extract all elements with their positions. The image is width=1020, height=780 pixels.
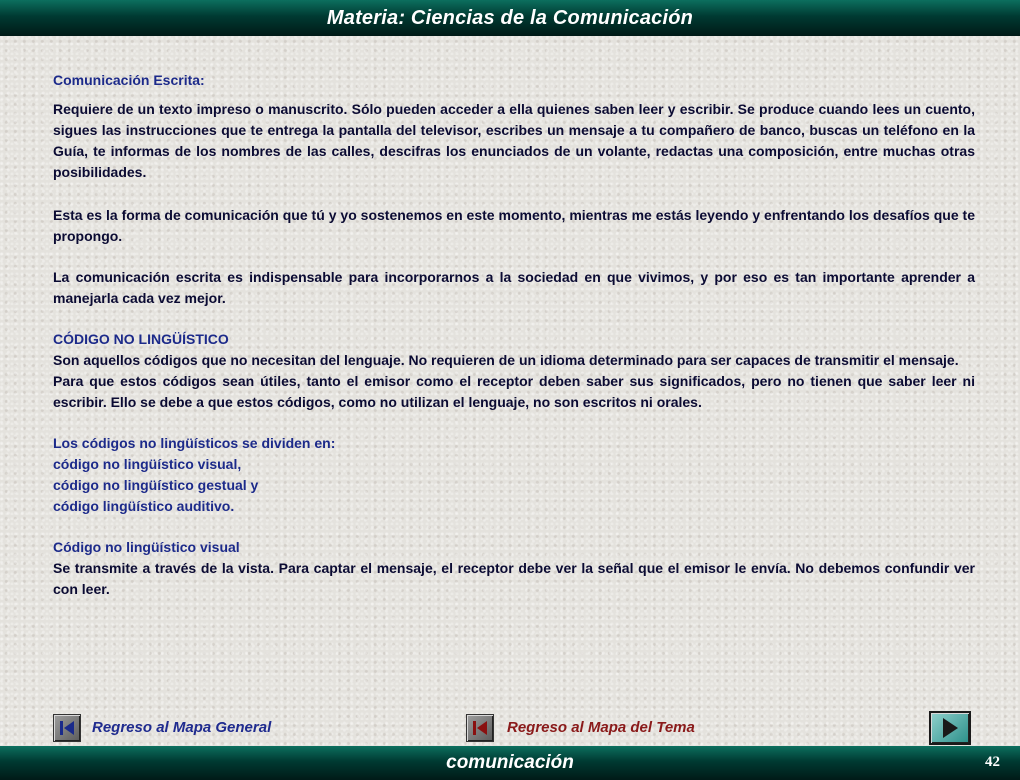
back-to-topic-map-link[interactable]: Regreso al Mapa del Tema [507, 719, 695, 736]
visual-heading: Código no lingüístico visual [53, 539, 240, 555]
division-item: código no lingüístico visual, [53, 456, 242, 472]
main-content [53, 70, 975, 600]
back-to-topic-map-button[interactable] [466, 714, 494, 742]
division-item: código lingüístico auditivo. [53, 498, 235, 514]
play-arrow-icon [934, 716, 964, 740]
page-title: Materia: Ciencias de la Comunicación [326, 7, 694, 29]
paragraph-3: La comunicación escrita es indispensable para incorporarnos a la sociedad en que vivimos, y por eso es tan importante aprender a manejarla cada vez mejor. [53, 269, 975, 306]
skip-back-icon [57, 718, 77, 738]
footer-bar [0, 746, 1020, 780]
codigo-paragraph-1: Son aquellos códigos que no necesitan del lenguaje. No requieren de un idioma determinado para ser capaces de transmitir el mensaje. [53, 352, 959, 368]
footer-label: comunicación [446, 752, 574, 773]
section-title: Comunicación Escrita: [53, 72, 205, 88]
visual-paragraph: Se transmite a través de la vista. Para captar el mensaje, el receptor debe ver la señal que el emisor le envía. No debemos confundir ver con leer. [53, 560, 975, 597]
back-to-general-map-link[interactable]: Regreso al Mapa General [92, 719, 272, 736]
paragraph-1: Requiere de un texto impreso o manuscrito. Sólo pueden acceder a ella quienes saben leer y escribir. Se produce cuando lees un cuento, sigues las instrucciones que te entrega la pantalla del televisor, escribes un mensaje a tu compañero de banco, buscas un teléfono en la Guía, te informas de los nombres de las calles, descifras los enunciados de un volante, redactas una composición, entre muchas otras posibilidades. [53, 101, 975, 180]
back-to-general-map-button[interactable] [53, 714, 81, 742]
header-bar [0, 0, 1020, 36]
division-intro: Los códigos no lingüísticos se dividen en: [53, 435, 336, 451]
paragraph-2: Esta es la forma de comunicación que tú y yo sostenemos en este momento, mientras me estás leyendo y enfrentando los desafíos que te propongo. [53, 207, 975, 244]
skip-back-icon [470, 718, 490, 738]
division-item: código no lingüístico gestual y [53, 477, 259, 493]
codigo-paragraph-2: Para que estos códigos sean útiles, tanto el emisor como el receptor deben saber sus significados, pero no tienen que saber leer ni escribir. Ello se debe a que estos códigos, como no utilizan el lenguaje, no son escritos ni orales. [53, 373, 975, 410]
codigo-heading: CÓDIGO NO LINGÜÍSTICO [53, 331, 229, 347]
page-number: 42 [985, 754, 1000, 770]
next-page-button[interactable] [929, 711, 971, 745]
